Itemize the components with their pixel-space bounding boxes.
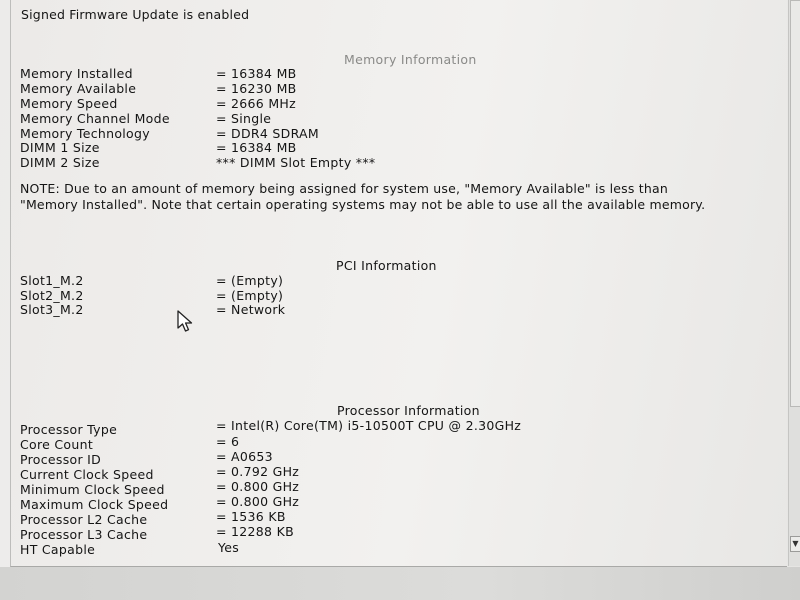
slot1-m2-value: = (Empty) [216, 273, 284, 288]
dimm-1-size-label: DIMM 1 Size [20, 140, 100, 155]
memory-available-value: = 16230 MB [216, 81, 297, 96]
memory-note: NOTE: Due to an amount of memory being assigned for system use, "Memory Available" is less than "Memory Installed". Note that certain operating systems may not be able to use all the available memory. [20, 181, 706, 212]
current-clock-speed-value: = 0.792 GHz [216, 464, 300, 479]
firmware-update-status: Signed Firmware Update is enabled [21, 7, 250, 22]
memory-speed-value: = 2666 MHz [216, 96, 296, 111]
memory-available-label: Memory Available [20, 81, 137, 96]
minimum-clock-speed-value: = 0.800 GHz [216, 479, 300, 494]
memory-speed-label: Memory Speed [20, 96, 118, 111]
scrollbar-thumb[interactable] [790, 0, 800, 407]
dimm-2-size-label: DIMM 2 Size [20, 155, 100, 170]
ht-capable-value: Yes [218, 540, 240, 555]
memory-channel-mode-label: Memory Channel Mode [20, 111, 170, 126]
bottom-bar [0, 567, 800, 600]
current-clock-speed-label: Current Clock Speed [20, 467, 154, 482]
processor-l3-cache-label: Processor L3 Cache [20, 527, 148, 542]
slot3-m2-value: = Network [216, 302, 286, 317]
maximum-clock-speed-value: = 0.800 GHz [216, 494, 300, 509]
processor-information-heading: Processor Information [337, 403, 480, 418]
ht-capable-label: HT Capable [20, 542, 96, 557]
processor-id-label: Processor ID [20, 452, 102, 467]
processor-l2-cache-value: = 1536 KB [216, 509, 286, 524]
slot1-m2-label: Slot1_M.2 [20, 273, 84, 288]
core-count-label: Core Count [20, 437, 94, 452]
slot2-m2-label: Slot2_M.2 [20, 288, 84, 303]
processor-type-label: Processor Type [20, 422, 118, 437]
processor-type-value: = Intel(R) Core(TM) i5-10500T CPU @ 2.30GHz [216, 418, 522, 433]
dimm-1-size-value: = 16384 MB [216, 140, 297, 155]
dimm-2-size-value: *** DIMM Slot Empty *** [216, 155, 376, 170]
core-count-value: = 6 [216, 434, 240, 449]
memory-technology-value: = DDR4 SDRAM [216, 126, 319, 141]
memory-channel-mode-value: = Single [216, 111, 272, 126]
memory-technology-label: Memory Technology [20, 126, 150, 141]
slot2-m2-value: = (Empty) [216, 288, 284, 303]
pci-information-heading: PCI Information [336, 258, 437, 273]
mouse-pointer-icon [176, 310, 196, 334]
processor-l2-cache-label: Processor L2 Cache [20, 512, 148, 527]
scroll-down-arrow-icon[interactable]: ▼ [790, 536, 800, 552]
memory-installed-label: Memory Installed [20, 66, 133, 81]
processor-id-value: = A0653 [216, 449, 273, 464]
memory-installed-value: = 16384 MB [216, 66, 297, 81]
vertical-scrollbar[interactable] [788, 0, 800, 566]
memory-information-heading: Memory Information [344, 52, 477, 67]
processor-l3-cache-value: = 12288 KB [216, 524, 294, 539]
system-information-panel [10, 0, 787, 567]
maximum-clock-speed-label: Maximum Clock Speed [20, 497, 169, 512]
minimum-clock-speed-label: Minimum Clock Speed [20, 482, 165, 497]
slot3-m2-label: Slot3_M.2 [20, 302, 84, 317]
